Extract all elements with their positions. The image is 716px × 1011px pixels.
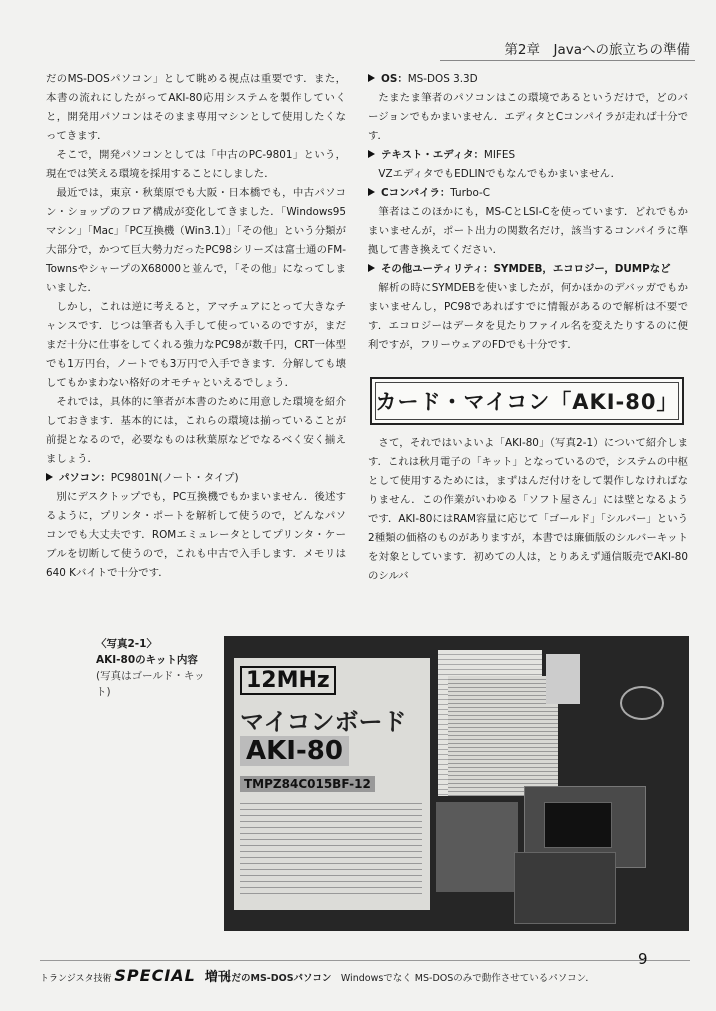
magazine-logo bbox=[40, 966, 231, 985]
instruction-sheet-2 bbox=[448, 676, 558, 796]
left-column bbox=[46, 70, 346, 583]
utility-paragraph: 解析の時にSYMDEBを使いましたが，何かほかのデバッガでもかまいませんし，PC98であればすでに情報があるので解析は不要です．エコロジーはデータを見たりファイル名を変えたりするのに便利ですが，フリーウェアのFDでも十分です． bbox=[368, 282, 688, 351]
caption-title: 〈写真2-1〉 bbox=[96, 638, 157, 650]
triangle-bullet-icon bbox=[368, 188, 375, 196]
booklet-speed-label: 12MHz bbox=[240, 666, 336, 695]
editor-paragraph: VZエディタでもEDLINでもなんでもかまいません． bbox=[378, 168, 622, 180]
os-bullet bbox=[368, 70, 688, 89]
triangle-bullet-icon bbox=[368, 74, 375, 82]
utility-bullet-label: その他ユーティリティ： bbox=[381, 263, 494, 275]
left-paragraph-6: 別にデスクトップでも，PC互換機でもかまいません．後述するように，プリンタ・ポートを解析して使うので，どんなパソコンでも大丈夫です．ROMエミュレータとしてプリンタ・ケーブルを切断して使うので，これも中古で入手します．メモリは640 Kバイトで十分です． bbox=[46, 491, 346, 579]
caption-subtitle: AKI-80のキット内容 bbox=[96, 654, 198, 666]
os-bullet-label: OS： bbox=[381, 73, 408, 85]
cpu-chip bbox=[544, 802, 612, 848]
small-card bbox=[546, 654, 580, 704]
photo-caption bbox=[96, 636, 216, 700]
components-bag bbox=[514, 852, 616, 924]
section-heading-box bbox=[370, 377, 684, 425]
chapter-header: 第2章 Javaへの旅立ちの準備 bbox=[504, 42, 690, 58]
compiler-bullet-label: Cコンパイラ： bbox=[381, 187, 451, 199]
triangle-bullet-icon bbox=[368, 150, 375, 158]
page-number: 9 bbox=[638, 950, 648, 968]
compiler-bullet-value: Turbo-C bbox=[450, 187, 491, 199]
os-paragraph: たまたま筆者のパソコンはこの環境であるというだけで，どのバージョンでもかまいません．エディタとCコンパイラが走れば十分です． bbox=[368, 92, 688, 142]
triangle-bullet-icon bbox=[46, 473, 53, 481]
footnote-term: ただのMS-DOSパソコン bbox=[222, 973, 332, 984]
editor-bullet bbox=[368, 146, 688, 165]
booklet-product-name: AKI-80 bbox=[240, 736, 349, 766]
right-column bbox=[368, 70, 688, 355]
footer-rule bbox=[40, 960, 690, 961]
left-paragraph-3: 最近では，東京・秋葉原でも大阪・日本橋でも，中古パソコン・ショップのフロア構成が変化してきました．「Windows95マシン」「Mac」「PC互換機（Win3.1）」「その他」という分類が大部分で，かつて巨大勢力だったPC98シリーズは富士通のFM-TownsやシャープのX68000と並んで，「その他」になってしまいました． bbox=[46, 187, 346, 294]
triangle-bullet-icon bbox=[368, 264, 375, 272]
left-paragraph-1: だのMS-DOSパソコン」として眺める視点は重要です．また，本書の流れにしたがってAKI-80応用システムを製作していくと，開発用パソコンはそのまま専用マシンとして使用したくなってきます． bbox=[46, 73, 346, 142]
caption-note: (写真はゴールド・キット) bbox=[96, 670, 205, 698]
left-paragraph-5: それでは，具体的に筆者が本書のために用意した環境を紹介しておきます．基本的には，これらの環境は揃っていることが前提となるので，必要なものは秋葉原などでなるべく安く揃えましょう． bbox=[46, 396, 346, 465]
pc-bullet-value: PC9801N(ノート・タイプ) bbox=[110, 472, 239, 484]
kit-photo bbox=[224, 636, 689, 931]
logo-extra-text: 増刊 bbox=[204, 970, 231, 985]
wire-coil bbox=[620, 686, 664, 720]
compiler-paragraph: 筆者はこのほかにも，MS-CとLSI-Cを使っています．どれでもかまいませんが，ポート出力の関数名だけ，該当するコンパイラに準拠して書き換えてください． bbox=[368, 206, 688, 256]
manual-booklet bbox=[234, 658, 430, 910]
utility-bullet bbox=[368, 260, 688, 279]
left-paragraph-2: そこで，開発パソコンとしては「中古のPC-9801」という，現在では笑える環境を採用することにしました． bbox=[46, 149, 346, 180]
booklet-text-lines bbox=[240, 798, 422, 898]
header-rule bbox=[440, 60, 695, 61]
utility-bullet-value: SYMDEB，エコロジー，DUMPなど bbox=[493, 263, 671, 275]
aki80-paragraph: さて，それではいよいよ「AKI-80」（写真2-1）について紹介します．これは秋月電子の「キット」となっているので，システムの中枢として使用するためには，まずはんだ付けをして製作しなければなりません．この作業がいわゆる「ソフト屋さん」には壁となるようです．AKI-80にはRAM容量に応じて「ゴールド」「シルバー」という2種類の価格のものがありますが，本書では廉価版のシルバーキットを対象としています．初めての人は，とりあえず通信販売でAKI-80のシルバ bbox=[368, 437, 688, 582]
section-title: カード・マイコン「AKI-80」 bbox=[375, 390, 679, 414]
compiler-bullet bbox=[368, 184, 688, 203]
left-paragraph-4: しかし，これは逆に考えると，アマチュアにとって大きなチャンスです．じつは筆者も入手して使っているのですが，まだまだ十分に仕事をしてくれる強力なPC98が数千円，CRT一体型でも1万円台，ノートでも3万円で入手できます．分解しても壊してもかまわない格好のオモチャといえるでしょう． bbox=[46, 301, 346, 389]
footnote bbox=[222, 970, 595, 984]
right-column-continued bbox=[368, 434, 688, 586]
pc-bullet-label: パソコン： bbox=[59, 472, 111, 484]
footnote-text: Windowsでなく MS-DOSのみで動作させているパソコン． bbox=[340, 973, 595, 984]
booklet-part-number: TMPZ84C015BF-12 bbox=[240, 776, 375, 792]
logo-small-text: トランジスタ技術 bbox=[40, 974, 112, 984]
booklet-title: マイコンボード bbox=[240, 708, 407, 736]
logo-special-text: SPECIAL bbox=[114, 966, 196, 985]
os-bullet-value: MS-DOS 3.3D bbox=[407, 73, 478, 85]
editor-bullet-value: MIFES bbox=[483, 149, 516, 161]
editor-bullet-label: テキスト・エディタ： bbox=[381, 149, 484, 161]
parts-bag bbox=[436, 802, 518, 892]
pc-bullet bbox=[46, 469, 346, 488]
